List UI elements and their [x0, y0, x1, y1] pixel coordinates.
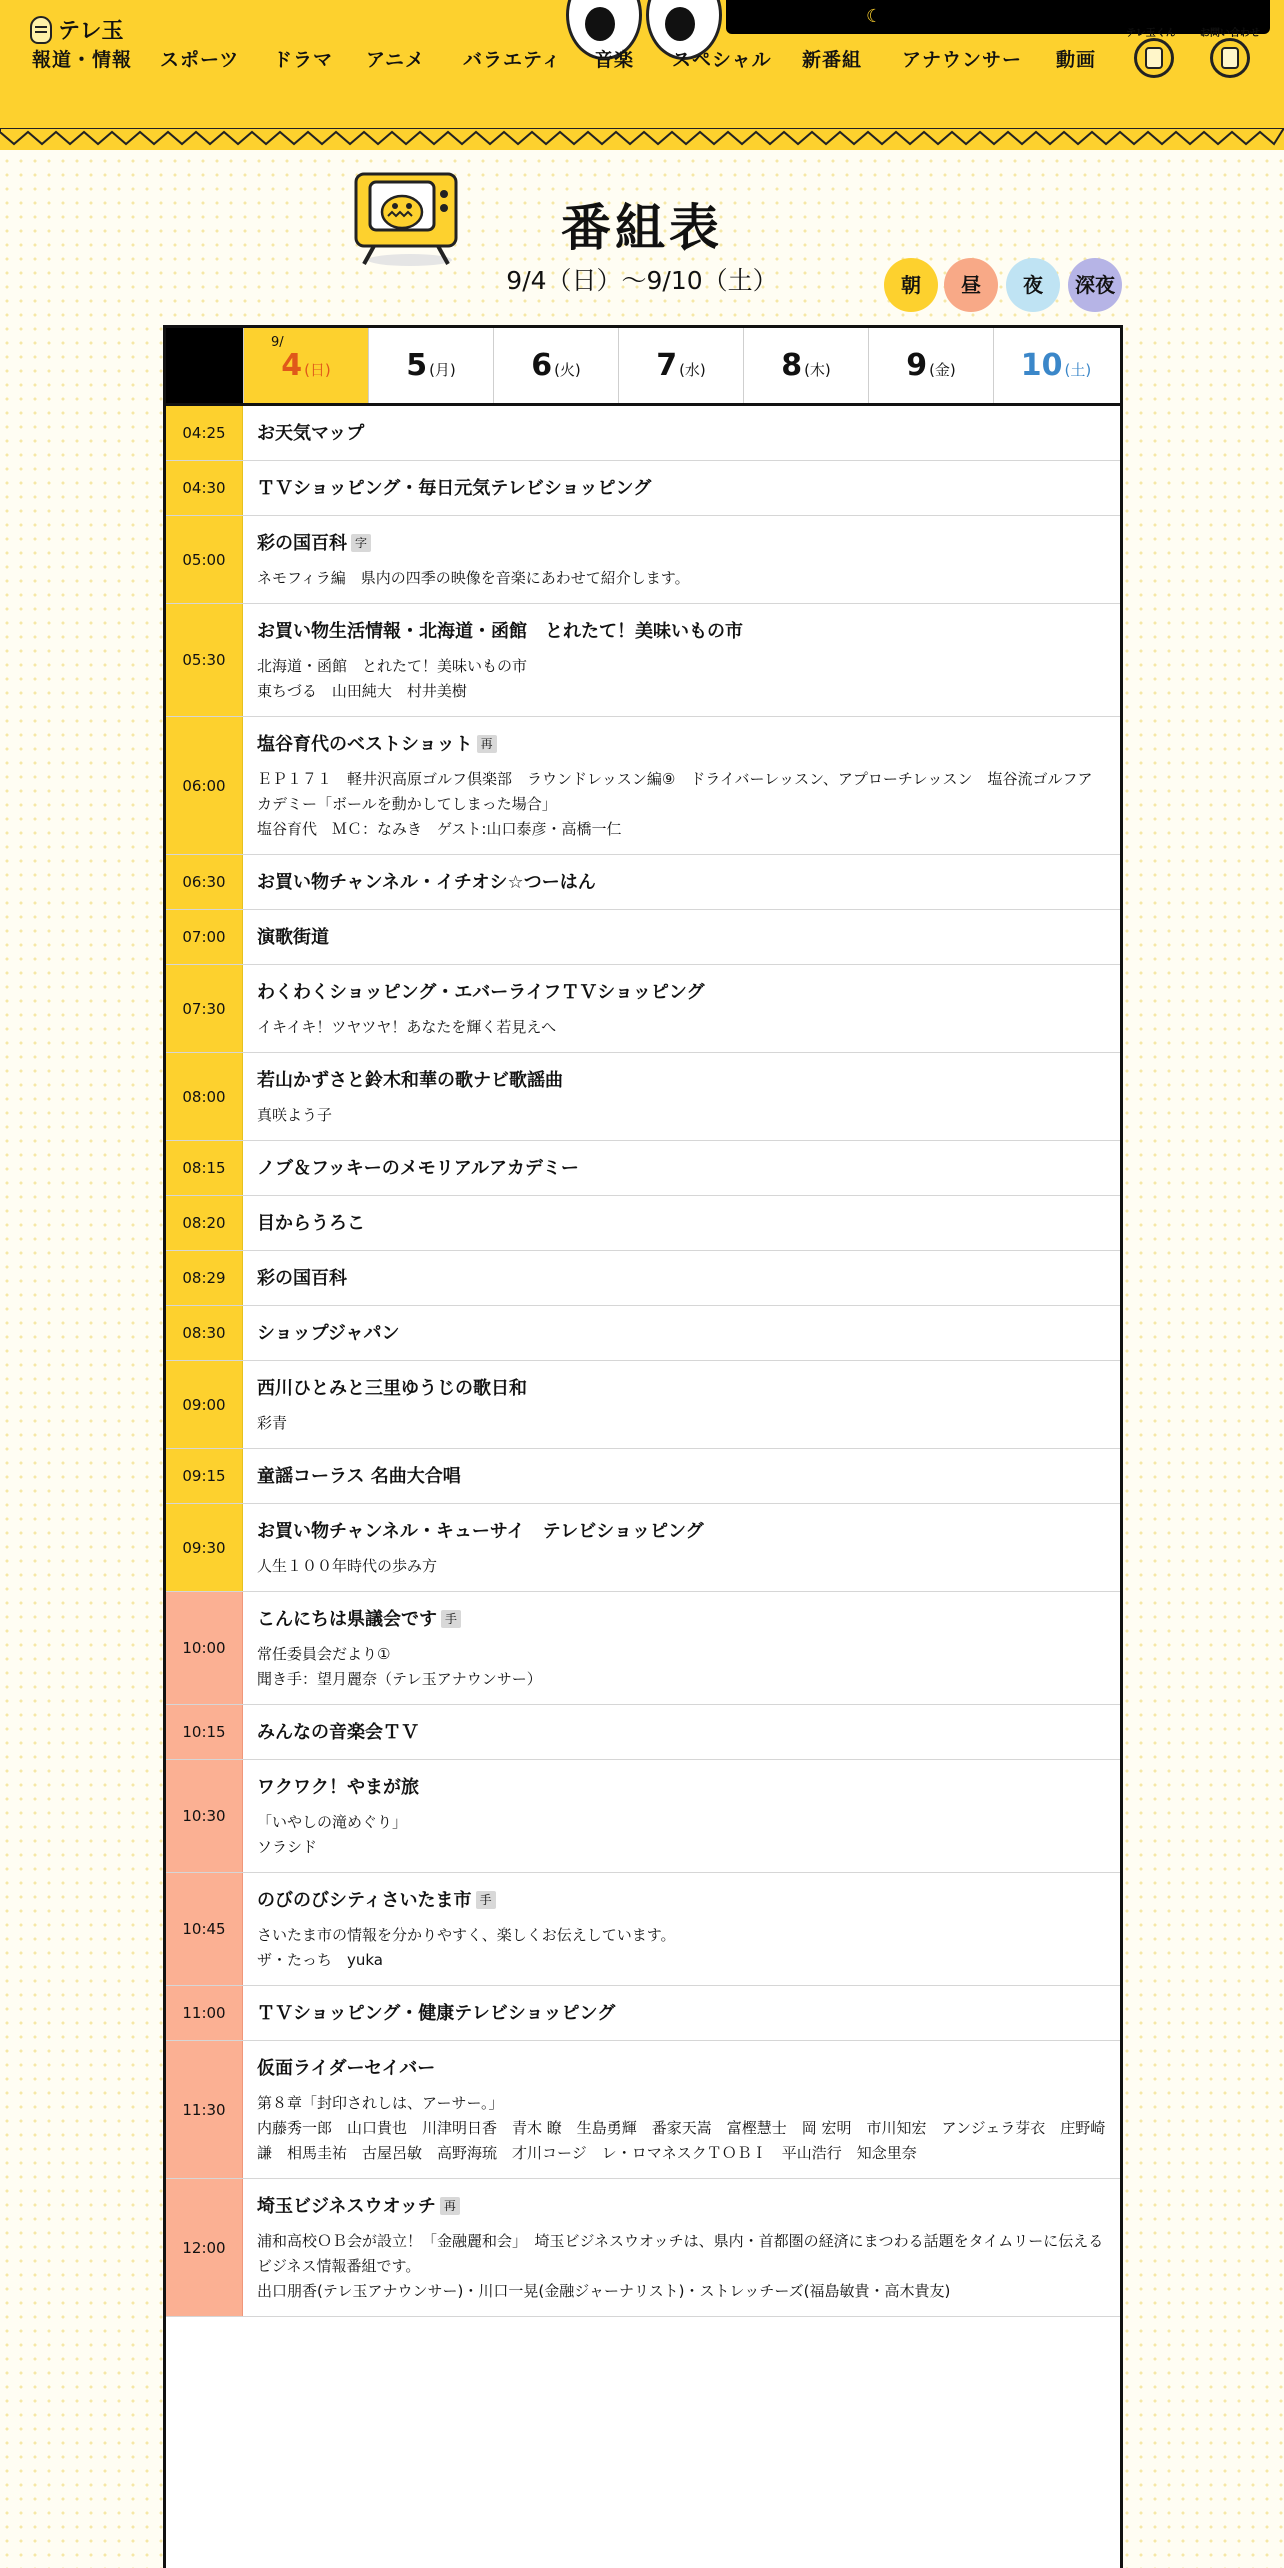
grid-corner	[166, 328, 243, 403]
program-row[interactable]	[166, 1705, 1120, 1760]
program-info[interactable]	[243, 1986, 1120, 2040]
nav-news[interactable]: 報道・情報	[32, 49, 133, 71]
program-info[interactable]	[243, 406, 1120, 460]
day-tab-tue[interactable]	[493, 328, 618, 403]
day-weekday: (水)	[679, 361, 706, 379]
time-of-day-morning-button[interactable]: 朝	[884, 258, 938, 312]
program-title-line	[257, 979, 1106, 1007]
program-title-line	[257, 530, 1106, 558]
program-row[interactable]	[166, 2179, 1120, 2317]
program-info[interactable]	[243, 1053, 1120, 1140]
program-title[interactable]: 童謡コーラス 名曲大合唱	[257, 1466, 461, 1487]
header-zigzag-edge	[0, 128, 1284, 150]
program-title-line	[257, 1606, 1106, 1634]
program-title-line	[257, 1774, 1106, 1802]
program-info[interactable]	[243, 516, 1120, 603]
nav-anime[interactable]: アニメ	[366, 49, 426, 71]
program-title-line	[257, 924, 1106, 952]
nav-special[interactable]: スペシャル	[672, 49, 772, 71]
program-description: 「いやしの滝めぐり」 ソラシド	[257, 1813, 408, 1856]
program-title[interactable]: ショップジャパン	[257, 1323, 400, 1344]
program-info[interactable]	[243, 910, 1120, 964]
program-row[interactable]	[166, 604, 1120, 717]
day-tab-wed[interactable]	[618, 328, 743, 403]
program-row[interactable]	[166, 1592, 1120, 1705]
program-title[interactable]: みんなの音楽会ＴＶ	[257, 1722, 419, 1743]
program-info[interactable]	[243, 1592, 1120, 1704]
nav-variety[interactable]: バラエティ	[463, 49, 562, 71]
program-time: 10:15	[166, 1705, 243, 1759]
day-weekday: (金)	[929, 361, 956, 379]
program-time: 09:30	[166, 1504, 243, 1591]
program-row[interactable]	[166, 1053, 1120, 1141]
program-time: 08:00	[166, 1053, 243, 1140]
program-description: 真咲よう子	[257, 1106, 333, 1124]
nav-sports[interactable]: スポーツ	[160, 49, 240, 71]
program-info[interactable]	[243, 1760, 1120, 1872]
program-title-line	[257, 869, 1106, 897]
program-row[interactable]	[166, 1361, 1120, 1449]
day-tab-fri[interactable]	[868, 328, 993, 403]
program-info[interactable]	[243, 1705, 1120, 1759]
program-badge: 手	[441, 1610, 461, 1628]
program-description: イキイキ！ツヤツヤ！あなたを輝く若見えへ	[257, 1018, 557, 1036]
program-title-line	[257, 731, 1106, 759]
program-title[interactable]: 彩の国百科	[257, 533, 347, 554]
program-row[interactable]	[166, 717, 1120, 855]
program-title[interactable]: のびのびシティさいたま市	[257, 1890, 472, 1911]
nav-videos[interactable]: 動画	[1056, 49, 1097, 71]
program-row[interactable]	[166, 1306, 1120, 1361]
program-row[interactable]	[166, 1141, 1120, 1196]
time-of-day-night-button[interactable]: 夜	[1006, 258, 1060, 312]
program-title-line	[257, 2000, 1106, 2028]
program-time: 05:30	[166, 604, 243, 716]
program-title[interactable]: お買い物生活情報・北海道・函館 とれたて！美味いもの市	[257, 621, 743, 642]
site-header	[0, 0, 1284, 150]
program-time: 10:30	[166, 1760, 243, 1872]
day-weekday: (土)	[1064, 361, 1092, 379]
program-description: 浦和高校ＯＢ会が設立！「金融麗和会」 埼玉ビジネスウオッチは、県内・首都圏の経済にまつわる話題をタイムリーに伝えるビジネス情報番組です。 出口朋香(テレ玉アナウンサー)・川口一晃(金融ジャーナリスト)・ストレッチーズ(福島敏貴・高木貴友)	[257, 2232, 1104, 2300]
program-time: 12:00	[166, 2179, 243, 2316]
program-title[interactable]: ＴＶショッピング・健康テレビショッピング	[257, 2003, 616, 2024]
program-badge: 手	[476, 1891, 496, 1909]
program-title-line	[257, 1320, 1106, 1348]
program-badge: 字	[351, 534, 371, 552]
program-title[interactable]: 目からうろこ	[257, 1213, 365, 1234]
program-info[interactable]	[243, 717, 1120, 854]
program-info[interactable]	[243, 461, 1120, 515]
program-info[interactable]	[243, 1251, 1120, 1305]
day-number: 8	[781, 348, 803, 383]
time-of-day-noon-button[interactable]: 昼	[944, 258, 998, 312]
day-number: 10	[1020, 348, 1063, 383]
program-time: 07:00	[166, 910, 243, 964]
program-title-line	[257, 2193, 1106, 2221]
program-description: 北海道・函館 とれたて！美味いもの市 東ちづる 山田純大 村井美樹	[257, 657, 528, 700]
program-row[interactable]	[166, 461, 1120, 516]
program-time: 08:20	[166, 1196, 243, 1250]
program-title-line	[257, 1067, 1106, 1095]
program-title[interactable]: 演歌街道	[257, 927, 329, 948]
nav-drama[interactable]: ドラマ	[273, 49, 334, 71]
program-row[interactable]	[166, 1196, 1120, 1251]
site-logo[interactable]	[30, 14, 124, 45]
program-title[interactable]: こんにちは県議会です	[257, 1609, 437, 1630]
program-info[interactable]	[243, 1873, 1120, 1985]
program-row[interactable]	[166, 1873, 1120, 1986]
day-number: 5	[406, 348, 428, 383]
nav-new-programs[interactable]: 新番組	[802, 49, 863, 71]
day-tab-sat[interactable]	[993, 328, 1118, 403]
day-number: 9	[906, 348, 928, 383]
program-time: 10:00	[166, 1592, 243, 1704]
program-grid	[163, 325, 1123, 2568]
program-title-line	[257, 1887, 1106, 1915]
program-title[interactable]: 若山かずさと鈴木和華の歌ナビ歌謡曲	[257, 1070, 563, 1091]
program-title[interactable]: ＴＶショッピング・毎日元気テレビショッピング	[257, 478, 652, 499]
program-title-line	[257, 2055, 1106, 2083]
program-title[interactable]: 彩の国百科	[257, 1268, 347, 1289]
program-info[interactable]	[243, 1361, 1120, 1448]
day-weekday: (火)	[554, 361, 581, 379]
mascot-icon-caption: テレ玉くん	[1126, 28, 1176, 39]
program-list	[166, 406, 1120, 2317]
program-row[interactable]	[166, 1986, 1120, 2041]
program-title[interactable]: 仮面ライダーセイバー	[257, 2058, 436, 2079]
program-time: 09:00	[166, 1361, 243, 1448]
program-info[interactable]	[243, 2179, 1120, 2316]
program-description: 彩青	[257, 1414, 288, 1432]
program-title-line	[257, 1265, 1106, 1293]
program-description: 人生１００年時代の歩み方	[257, 1557, 438, 1575]
day-number: 7	[656, 348, 678, 383]
nav-music[interactable]: 音楽	[594, 49, 635, 71]
program-row[interactable]	[166, 1449, 1120, 1504]
mascot-icon[interactable]	[1134, 38, 1174, 78]
program-row[interactable]	[166, 2041, 1120, 2179]
nav-announcers[interactable]: アナウンサー	[902, 49, 1023, 71]
program-title[interactable]: 西川ひとみと三里ゆうじの歌日和	[257, 1378, 527, 1399]
program-title[interactable]: お買い物チャンネル・キューサイ テレビショッピング	[257, 1521, 704, 1542]
program-time: 06:30	[166, 855, 243, 909]
program-row[interactable]	[166, 1251, 1120, 1306]
date-range: 9/4（日）〜9/10（土）	[506, 266, 778, 295]
program-title-line	[257, 1155, 1106, 1183]
program-title[interactable]: 塩谷育代のベストショット	[257, 734, 473, 755]
program-time: 06:00	[166, 717, 243, 854]
program-time: 04:25	[166, 406, 243, 460]
program-title-line	[257, 420, 1106, 448]
day-tab-mon[interactable]	[368, 328, 493, 403]
program-description: 第８章「封印されしは、アーサー。」 内藤秀一郎 山口貴也 川津明日香 青木 瞭 生島勇輝 番家天嵩 富樫慧士 岡 宏明 市川知宏 アンジェラ芽衣 庄野崎謙 相馬圭祐 古屋呂敏 高野海琉 才川コージ レ・ロマネスクＴＯＢＩ 平山浩行 知念里奈	[257, 2094, 1106, 2162]
day-tab-sun[interactable]	[243, 328, 368, 403]
program-title-line	[257, 1210, 1106, 1238]
program-description: 常任委員会だより① 聞き手：望月麗奈（テレ玉アナウンサー）	[257, 1645, 542, 1688]
program-info[interactable]	[243, 1449, 1120, 1503]
program-info[interactable]	[243, 1306, 1120, 1360]
program-badge: 再	[477, 735, 497, 753]
program-title[interactable]: ノブ＆フッキーのメモリアルアカデミー	[257, 1158, 579, 1179]
contact-icon[interactable]	[1210, 38, 1250, 78]
contact-icon-caption: お問い合わせ	[1200, 28, 1260, 39]
day-weekday: (月)	[429, 361, 456, 379]
program-time: 11:30	[166, 2041, 243, 2178]
program-row[interactable]	[166, 965, 1120, 1053]
program-row[interactable]	[166, 516, 1120, 604]
day-number: 6	[531, 348, 553, 383]
program-title[interactable]: お天気マップ	[257, 423, 365, 444]
mascot-logo-icon	[30, 16, 52, 44]
program-info[interactable]	[243, 965, 1120, 1052]
day-weekday: (日)	[304, 361, 331, 379]
program-info[interactable]	[243, 855, 1120, 909]
program-title-line	[257, 1375, 1106, 1403]
program-time: 11:00	[166, 1986, 243, 2040]
program-title[interactable]: お買い物チャンネル・イチオシ☆つーはん	[257, 872, 596, 893]
program-title-line	[257, 475, 1106, 503]
moon-icon: ☾	[866, 6, 883, 27]
program-row[interactable]	[166, 1504, 1120, 1592]
program-title[interactable]: 埼玉ビジネスウオッチ	[257, 2196, 436, 2217]
program-description: さいたま市の情報を分かりやすく、楽しくお伝えしています。 ザ・たっち yuka	[257, 1926, 676, 1969]
program-row[interactable]	[166, 855, 1120, 910]
program-title-line	[257, 1719, 1106, 1747]
program-title-line	[257, 1518, 1106, 1546]
program-row[interactable]	[166, 1760, 1120, 1873]
program-title[interactable]: ワクワク！やまが旅	[257, 1777, 419, 1798]
day-number: 4	[281, 348, 303, 383]
day-weekday: (木)	[804, 361, 831, 379]
program-time: 08:30	[166, 1306, 243, 1360]
program-title-line	[257, 618, 1106, 646]
program-info[interactable]	[243, 2041, 1120, 2178]
logo-text: テレ玉	[58, 19, 124, 44]
time-of-day-late-night-button[interactable]: 深夜	[1068, 258, 1122, 312]
program-description: ＥＰ１７１ 軽井沢高原ゴルフ倶楽部 ラウンドレッスン編⑨ ドライバーレッスン、アプローチレッスン 塩谷流ゴルフアカデミー「ボールを動かしてしまった場合」 塩谷育代 ＭＣ：なみき ゲスト:山口泰彦・高橋一仁	[257, 770, 1093, 838]
program-row[interactable]	[166, 910, 1120, 965]
page-title: 番組表	[561, 199, 723, 257]
day-header-row	[166, 328, 1120, 406]
program-title[interactable]: わくわくショッピング・エバーライフＴＶショッピング	[257, 982, 705, 1003]
program-time: 04:30	[166, 461, 243, 515]
program-time: 07:30	[166, 965, 243, 1052]
program-badge: 再	[440, 2197, 460, 2215]
program-info[interactable]	[243, 604, 1120, 716]
program-info[interactable]	[243, 1196, 1120, 1250]
program-time: 09:15	[166, 1449, 243, 1503]
day-tab-thu[interactable]	[743, 328, 868, 403]
program-time: 08:15	[166, 1141, 243, 1195]
top-search-bar[interactable]	[726, 0, 1270, 34]
program-info[interactable]	[243, 1141, 1120, 1195]
program-info[interactable]	[243, 1504, 1120, 1591]
program-time: 05:00	[166, 516, 243, 603]
program-time: 08:29	[166, 1251, 243, 1305]
program-row[interactable]	[166, 406, 1120, 461]
program-title-line	[257, 1463, 1106, 1491]
program-description: ネモフィラ編 県内の四季の映像を音楽にあわせて紹介します。	[257, 569, 690, 587]
program-time: 10:45	[166, 1873, 243, 1985]
month-label: 9/	[271, 335, 284, 350]
